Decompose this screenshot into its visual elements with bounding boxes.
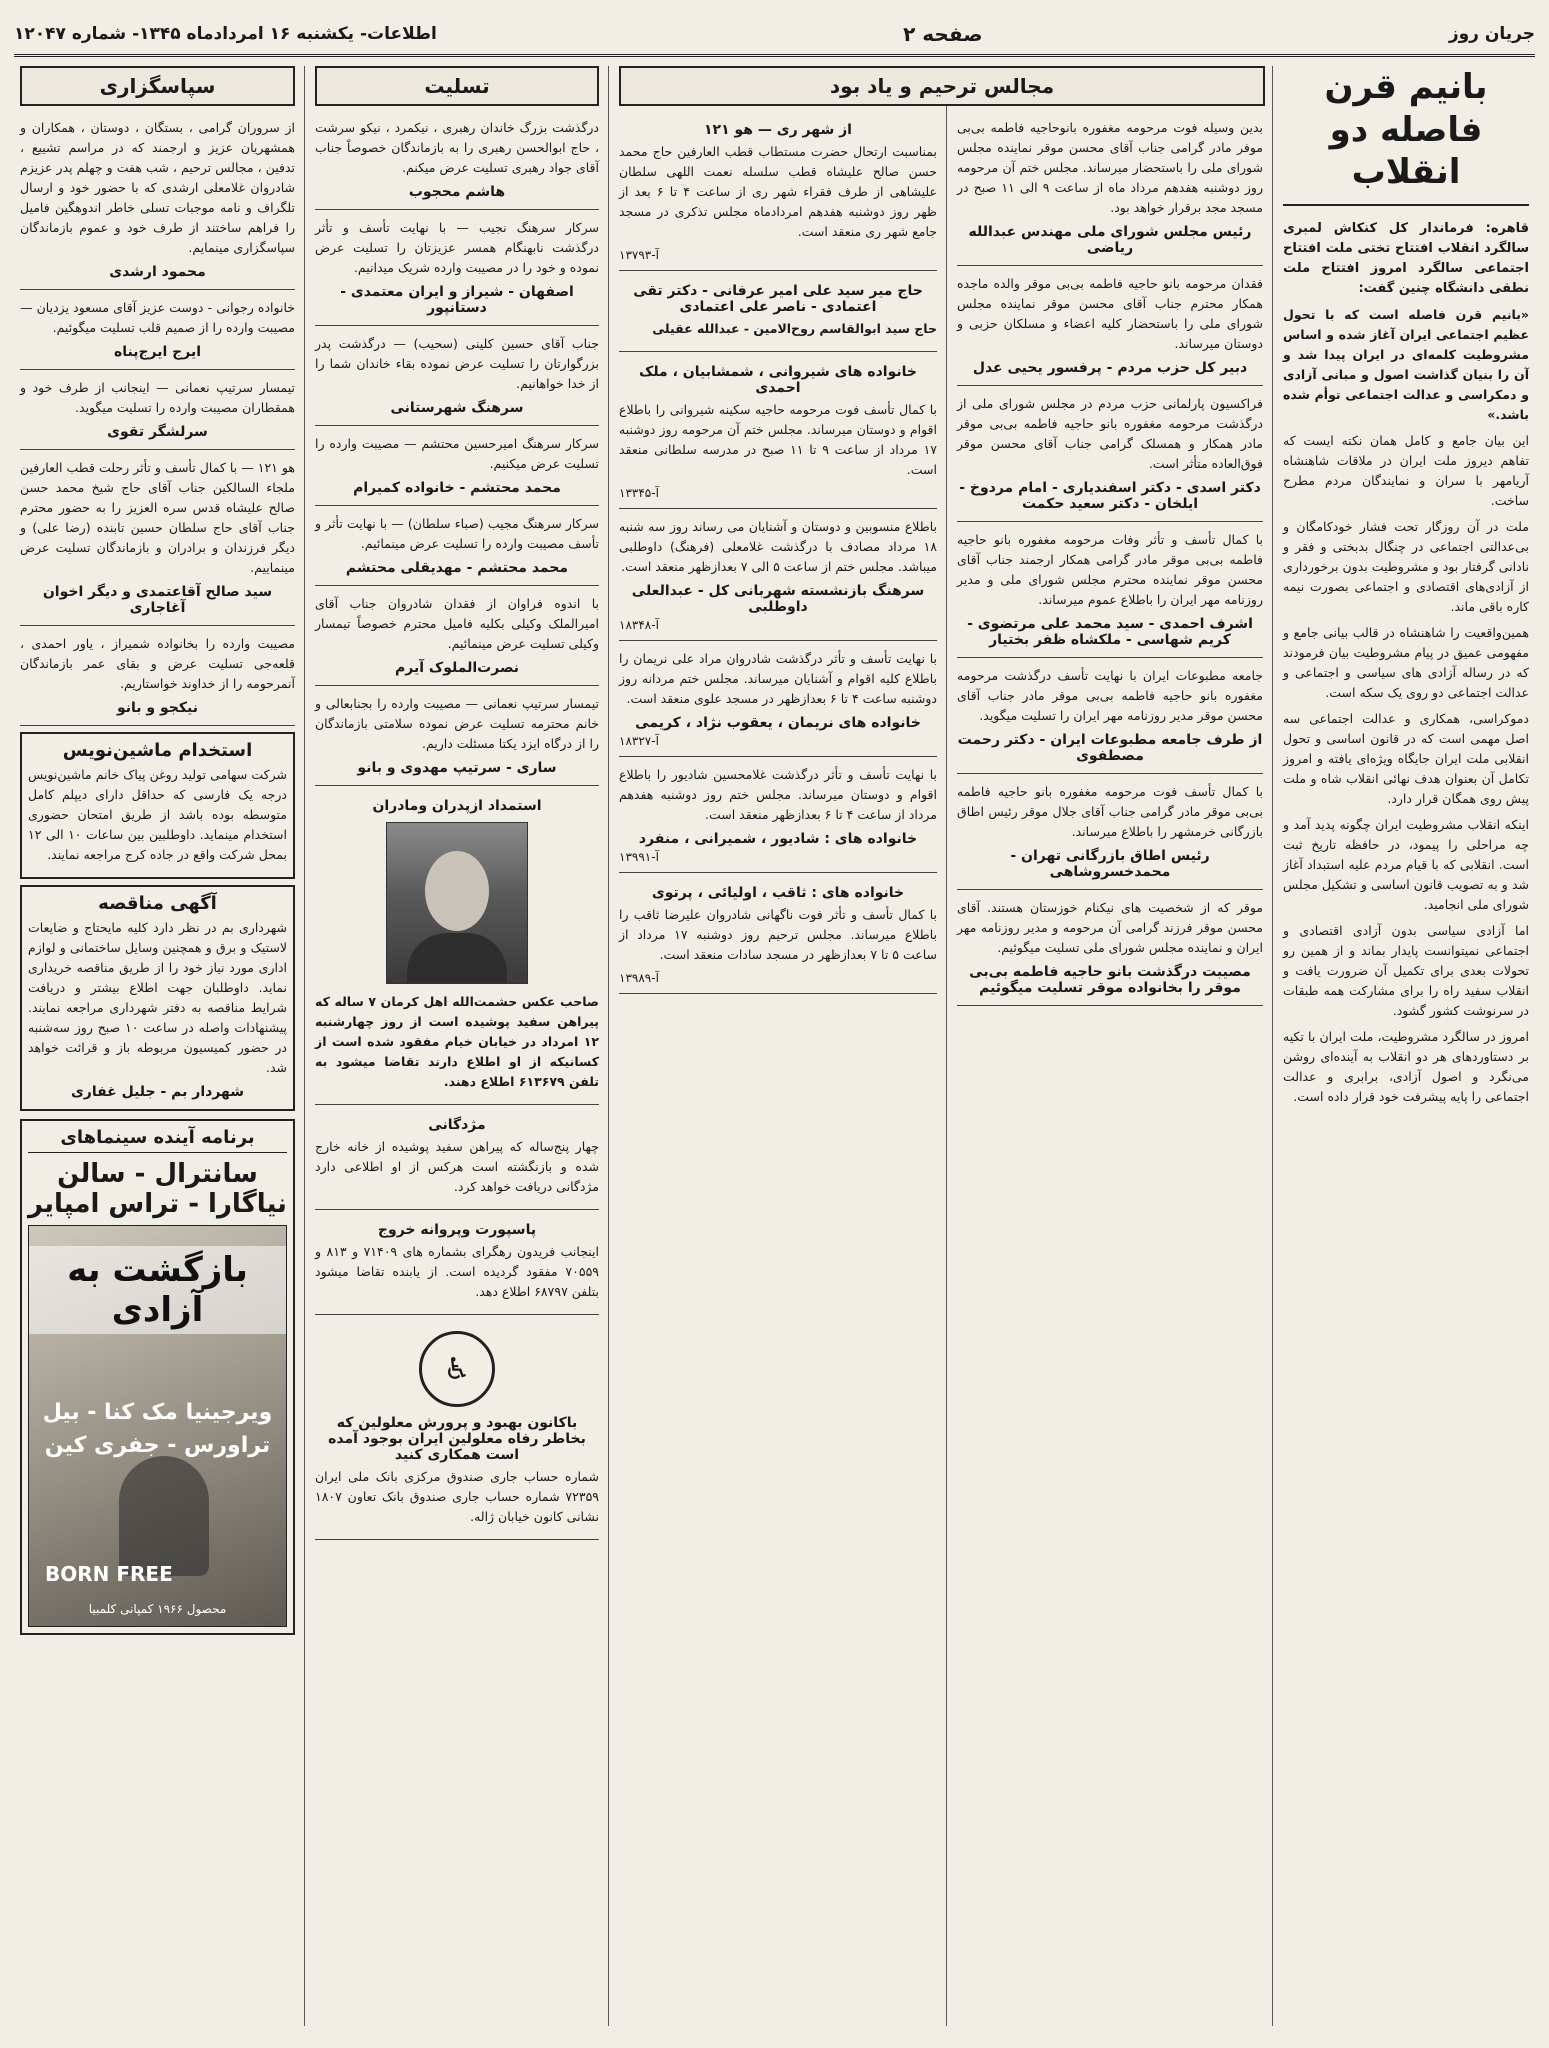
notice-text: سرکار سرهنگ مجیب (صباء سلطان) — با نهایت تأثر و تأسف مصیبت وارده را تسلیت عرض مینمائیم.: [315, 516, 599, 551]
cinema-ad: [20, 1119, 295, 1635]
tender-ad-signature: شهردار بم - جلیل غفاری: [70, 1084, 245, 1100]
thanks-notice: [20, 454, 295, 626]
notice-signature: خانواده های : شادیور ، شمیرانی ، منفرد: [638, 831, 918, 847]
notice-text: بدین وسیله فوت مرحومه مغفوره بانوحاجیه فاطمه بی‌بی موفر مادر گرامی جناب آقای محسن موقر نماینده مجلس شورای ملی را باستحضار میرساند. مجلس ختم آن مرحومه روز دوشنبه هفدهم مرداد ماه از ساعت ۹ الی ۱۱ صبح در مسجد مجد برقرار خواهد بود.: [957, 120, 1263, 215]
notice-text: صاحب عکس حشمت‌الله اهل کرمان ۷ ساله که پیراهن سفید پوشیده است از روز چهارشنبه ۱۲ امرداد در خیابان خیام مفقود شده است از کسانیکه از او اطلاع دارند تقاضا میشود به تلفن ۶۱۳۶۷۹ اطلاع دهند.: [315, 994, 599, 1089]
notice-signature: نصرت‌الملوک آیرم: [395, 660, 519, 676]
notice-signature: سید صالح آقاعتمدی و دیگر اخوان آغاجاری: [42, 584, 273, 616]
notice-text: فراکسیون پارلمانی حزب مردم در مجلس شورای ملی از درگذشت مرحومه مغفوره بانو حاجیه فاطمه بی‌بی موقر مادر همکار و همسلک گرامی جناب آقای محسن موقر فوق‌العاده متأثر است.: [957, 396, 1263, 471]
notice-text: با اندوه فراوان از فقدان شادروان جناب آقای امیرالملک وکیلی بکلیه فامیل محترم خصوصاً تیمسار وکیلی تسلیت عرض مینمائیم.: [315, 596, 599, 651]
condolence-notice: [315, 430, 599, 506]
notice-signature: اشرف احمدی - سید محمد علی مرتضوی - کریم شهاسی - ملکشاه ظفر بختیار: [967, 616, 1253, 648]
mourning-notice: [619, 761, 937, 873]
notice-text: با کمال تأسف فوت مرحومه مغفوره بانو حاجیه فاطمه بی‌بی موقر مادر گرامی جناب آقای جلال موقر رئیس اطاق بازرگانی خرمشهر را باطلاع میرساند.: [957, 784, 1263, 839]
thanks-notice: [20, 630, 295, 726]
notice-text: خانواده رجوانی - دوست عزیز آقای مسعود یزدیان — مصیبت وارده را از صمیم قلب تسلیت میگوئیم.: [20, 300, 295, 335]
condolence-notice: [315, 214, 599, 326]
article-paragraph: «بانیم قرن فاصله است که با تحول عظیم اجتماعی ایران آغاز شده و اساس مشروطیت کلمه‌ای در ایران پیدا شد و آن را بنیان گذاشت اصول و مبانی آزادی و دمکراسی و عدالت اجتماعی توأم شده باشد.»: [1283, 307, 1529, 423]
notice-title: خانواده های شیروانی ، شمشابیان ، ملک احمدی: [639, 364, 917, 396]
notice-signature: محمد محتشم - خانواده کمیرام: [353, 480, 561, 496]
mourning-notice: [957, 526, 1263, 658]
job-ad-title: استخدام ماشین‌نویس: [62, 740, 253, 761]
thanks-notice: [20, 374, 295, 450]
mourning-notice: [957, 778, 1263, 890]
masthead-page-number: صفحه ۲: [903, 22, 983, 46]
article-headline: بانیم قرن فاصله دو انقلاب: [1283, 66, 1529, 206]
mourning-notice: [957, 662, 1263, 774]
notice-text: با نهایت تأسف و تأثر درگذشت غلامحسین شادیور را باطلاع اقوام و دوستان میرساند. مجلس ختم روز دوشنبه هفدهم مرداد از ساعت ۴ تا ۶ بعدازظهر منعقد است.: [619, 767, 937, 822]
mourning-notices-column-a: [951, 66, 1269, 2026]
article-paragraph: این بیان جامع و کامل همان نکته ایست که تفاهم دیروز ملت ایران در ملاقات شاهنشاه آریامهر با سران و نمایندگان مردم مطرح ساخت.: [1283, 433, 1529, 509]
column-divider: [608, 66, 609, 2026]
notice-signature: ساری - سرتیپ مهدوی و بانو: [357, 760, 557, 776]
notice-signature: سرهنگ بازنشسته شهربانی کل - عبدالعلی داوطلبی: [631, 583, 925, 615]
cinema-names: سانترال - سالن نیاگارا - تراس امپایر: [28, 1159, 287, 1219]
cinema-ad-title: برنامه آینده سینماهای: [28, 1127, 287, 1153]
passport-notice: [315, 1214, 599, 1315]
movie-cast: ویرجینیا مک کنا - بیل تراورس - جفری کین: [42, 1400, 273, 1458]
mourning-notices-column-b: [613, 66, 1055, 2026]
mourning-notice: [619, 356, 937, 509]
child-photo: [386, 822, 528, 984]
mourning-notice: [619, 114, 937, 271]
notice-signature: خانواده های نریمان ، یعقوب نژاد ، کریمی: [635, 715, 921, 731]
notice-code: آ-۱۳۹۹۱: [619, 850, 659, 864]
mourning-notice: [619, 513, 937, 641]
notice-text: از سروران گرامی ، بستگان ، دوستان ، همکاران و همشهریان عزیز و ارجمند که در مراسم تشییع ، تدفین ، مجالس ترحیم ، شب هفت و چهلم پدر عزیزم شادروان غلامعلی ارشدی که با حضور خود و ارسال تلگراف و نامه موجبات تسلی خاطر اندوهگین فامیل را فراهم ساختند از طرف خود و عموم بازماندگان سپاسگزاری مینمایم.: [20, 120, 295, 255]
mourning-notice: [957, 270, 1263, 386]
notice-title: پاسپورت وپروانه خروج: [377, 1222, 537, 1238]
notice-code: آ-۱۳۹۸۹: [619, 971, 659, 985]
tender-ad: [20, 885, 295, 1111]
notice-signature: مصیبت درگذشت بانو حاجیه فاطمه بی‌بی موقر را بخانواده موقر تسلیت میگوئیم: [969, 964, 1251, 996]
notice-text: اینجانب فریدون رهگرای بشماره های ۷۱۴۰۹ و ۸۱۳ و ۷۰۵۵۹ مفقود گردیده است. از یابنده تقاضا میشود بتلفن ۶۸۷۹۷ اطلاع دهد.: [315, 1244, 599, 1299]
notice-title: حاج میر سید علی امیر عرفانی - دکتر تقی اعتمادی - ناصر علی اعتمادی: [633, 283, 923, 315]
mourning-notice: [619, 877, 937, 994]
missing-child-notice: [315, 790, 599, 1105]
notice-code: آ-۱۸۳۴۸: [619, 618, 659, 632]
notice-title: خانواده های : ثاقب ، اولیائی ، پرتوی: [651, 885, 905, 901]
notice-signature: رئیس مجلس شورای ملی مهندس عبدالله ریاضی: [968, 224, 1252, 256]
column-divider: [304, 66, 305, 2026]
notice-code: آ-۱۳۷۹۳: [619, 248, 659, 262]
notice-signature: از طرف جامعه مطبوعات ایران - دکتر رحمت مصطفوی: [957, 732, 1263, 764]
masthead-date-issue: اطلاعات- یکشنبه ۱۶ امردادماه ۱۳۴۵- شماره ۱۲۰۴۷: [14, 24, 437, 44]
article-paragraph: ملت در آن روزگار تحت فشار خودکامگان و بی‌عدالتی اجتماعی در چنگال بدبختی و فقر و نادانی گرفتار بود و مشروطیت بدون برخورداری از آزادی‌های اقتصادی و اجتماعی بصورت نیمه کاره باقی ماند.: [1283, 519, 1529, 615]
mourning-notice: [619, 275, 937, 352]
notice-signature: سرهنگ شهرستانی: [390, 400, 524, 416]
tender-ad-text: شهرداری بم در نظر دارد کلیه مایحتاج و ضایعات لاستیک و برق و همچنین وسایل ساختمانی و لوازم اداری مورد نیاز خود را از طریق مناقصه خریداری نماید. داوطلبان جهت اطلاع بیشتر و دریافت شرایط مناقصه به دفتر شهرداری مراجعه نمایند. پیشنهادات واصله در ساعت ۱۰ صبح روز سه‌شنبه در حضور کمیسیون مربوطه باز و قرائت خواهد شد.: [28, 920, 287, 1075]
notice-text: جناب آقای حسین کلینی (سحیب) — درگذشت پدر بزرگوارتان را تسلیت عرض نموده بقاء خاندان شما را از خدا خواهانیم.: [315, 336, 599, 391]
mourning-notice: [957, 114, 1263, 266]
notice-signature: ایرج ایرج‌پناه: [113, 344, 202, 360]
notice-title: باکانون بهبود و پرورش معلولین که بخاطر رفاه معلولین ایران بوجود آمده است همکاری کنید: [328, 1415, 586, 1463]
article-paragraph: همین‌واقعیت را شاهنشاه در قالب بیانی جامع و مفهومی عمیق در پیام مشروطیت بیان فرمودند که در رساله آزادی های سیاسی و اجتماعی و عدالت اجتماعی دو روی یک سکه است.: [1283, 625, 1529, 701]
movie-production: محصول ۱۹۶۶ کمپانی کلمبیا: [88, 1602, 227, 1616]
notice-title: مژدگانی: [428, 1117, 486, 1133]
notice-title: استمداد ازپدران ومادران: [372, 798, 542, 814]
notice-text: با کمال تأسف و تأثر وفات مرحومه مغفوره بانو حاجیه فاطمه بی‌بی موقر مادر گرامی همکار ارجمند جناب آقای محسن موقر نماینده محترم مجلس شورای ملی و مدیر روزنامه مهر ایران را باطلاع عموم میرساند.: [957, 532, 1263, 607]
charity-logo-icon: ♿: [419, 1331, 495, 1407]
condolence-notice: [315, 690, 599, 786]
notice-signature: دبیر کل حزب مردم - پرفسور یحیی عدل: [972, 360, 1248, 376]
mourning-notice: [957, 390, 1263, 522]
thanks-column: [14, 66, 301, 2026]
notice-signature: اصفهان - شیراز و ایران معتمدی - دستانپور: [340, 284, 574, 316]
mourning-section-title: مجالس ترحیم و یاد بود: [619, 66, 1265, 106]
condolence-notice: [315, 590, 599, 686]
thanks-notice: [20, 114, 295, 290]
notice-text: شماره حساب جاری صندوق مرکزی بانک ملی ایران ۷۲۳۵۹ شماره حساب جاری صندوق بانک تعاون ۱۸۰۷ نشانی کانون خیابان ژاله.: [315, 1469, 599, 1524]
thanks-notice: [20, 294, 295, 370]
lion-illustration: [119, 1456, 209, 1576]
notice-signature: دکتر اسدی - دکتر اسفندیاری - امام مردوخ - ایلخان - دکتر سعید حکمت: [959, 480, 1261, 512]
movie-title: بازگشت به آزادی: [29, 1246, 286, 1334]
job-ad-text: شرکت سهامی تولید روغن پیاک خانم ماشین‌نویس درجه یک فارسی که حداقل دارای دیپلم کامل متوسطه بوده باشد از طریق امتحان حضوری استخدام مینماید. داوطلبین بین ساعات ۱۰ الی ۱۲ بمحل شرکت واقع در جاده کرج مراجعه نمایند.: [28, 767, 287, 862]
article-paragraph: اما آزادی سیاسی بدون آزادی اقتصادی و اجتماعی نمیتوانست پایدار بماند و از همین رو تحولات بعدی برای تکمیل آن ضرورت یافت و انقلاب سفید راه را برای مشارکت همه طبقات در سرنوشت کشور گشود.: [1283, 923, 1529, 1019]
charity-notice: [315, 1319, 599, 1540]
notice-text: بمناسبت ارتحال حضرت مستطاب قطب العارفین حاج محمد حسن صالح علیشاه قطب سلسله نعمت اللهی سلطان علیشاهی از طرف فقراء شهر ری از ساعت ۴ تا ۶ بعد از ظهر روز دوشنبه هفدهم امردادماه مجلس تذکری در مسجد جامع شهر ری منعقد است.: [619, 144, 937, 239]
notice-text: با کمال تأسف و تأثر فوت ناگهانی شادروان علیرضا ثاقب را باطلاع میرساند. مجلس ترحیم روز دوشنبه ۱۷ مرداد از ساعت ۵ تا ۷ بعدازظهر در مسجد سادات منعقد است.: [619, 907, 938, 962]
notice-text: تیمسار سرتیپ نعمانی — اینجانب از طرف خود و همقطاران مصیبت وارده را تسلیت میگوید.: [20, 380, 295, 415]
movie-poster: [28, 1225, 287, 1627]
notice-code: آ-۱۳۳۴۵: [619, 486, 659, 500]
newspaper-page: [14, 14, 1535, 2034]
notice-signature: سرلشگر تقوی: [107, 424, 208, 440]
notice-signature: محمود ارشدی: [109, 264, 206, 280]
article-column: [1277, 66, 1535, 2026]
masthead-section: جریان روز: [1448, 24, 1535, 44]
notice-text: درگذشت بزرگ خاندان رهبری ، نیکمرد ، نیکو سرشت ، حاج ابوالحسن رهبری را به بازماندگان خصوصاً جناب آقای جواد رهبری تسلیت عرض میکنم.: [315, 120, 599, 175]
mourning-notice: [957, 894, 1263, 1006]
condolence-notice: [315, 114, 599, 210]
reward-notice: [315, 1109, 599, 1210]
column-divider: [946, 66, 947, 2026]
notice-signature: محمد محتشم - مهدیقلی محتشم: [345, 560, 569, 576]
notice-text: مصیبت وارده را بخانواده شمیراز ، یاور احمدی ، قلعه‌جی تسلیت عرض و بقای عمر بازماندگان آنمرحومه را از خداوند خواستاریم.: [20, 636, 295, 691]
notice-text: حاج سید ابوالقاسم روح‌الامین - عبدالله عقیلی: [652, 321, 937, 336]
condolence-column: [309, 66, 605, 2026]
notice-text: هو ۱۲۱ — با کمال تأسف و تأثر رحلت قطب العارفین ملجاء السالکین جناب آقای حاج شیخ محمد حسن صالح علیشاه قدس سره العزیز را به حضور محترم جناب آقای حاج سلطان حسین تابنده (رضا علی) و دیگر فرزندان و برادران و بازماندگان تسلیت عرض مینماییم.: [20, 460, 295, 575]
notice-text: سرکار سرهنگ نجیب — با نهایت تأسف و تأثر درگذشت نابهنگام همسر عزیزتان را تسلیت عرض نموده و خود را در مصیبت وارده شریک میدانیم.: [315, 220, 599, 275]
notice-signature: نیکجو و بانو: [117, 700, 198, 716]
notice-text: با کمال تأسف فوت مرحومه حاجیه سکینه شیروانی را باطلاع اقوام و دوستان میرساند. مجلس ختم آن مرحومه روز دوشنبه ۱۷ مرداد از ساعت ۹ تا ۱۱ صبح در مدرسه سلطانی منعقد است.: [619, 402, 937, 477]
notice-text: سرکار سرهنگ امیرحسین محتشم — مصیبت وارده را تسلیت عرض میکنیم.: [315, 436, 599, 471]
article-paragraph: اینکه انقلاب مشروطیت ایران چگونه پدید آمد و چه مراحلی را پیمود، در حافظه تاریخ ثبت است. انقلابی که با قیام مردم علیه استبداد آغاز شد و به تصویب قانون اساسی و تشکیل مجلس شورای ملی انجامید.: [1283, 817, 1529, 913]
notice-text: تیمسار سرتیپ نعمانی — مصیبت وارده را بجنابعالی و خانم محترمه تسلیت عرض نموده سلامتی بازماندگان را از درگاه ایزد یکتا مسئلت داریم.: [315, 696, 599, 751]
notice-text: فقدان مرحومه بانو حاجیه فاطمه بی‌بی موقر والده ماجده همکار محترم جناب آقای محسن موقر نماینده مجلس شورای ملی را باستحضار کلیه اعضاء و مسلکان حزبی و دوستان میرساند.: [957, 276, 1263, 351]
movie-english-title: BORN FREE: [45, 1562, 173, 1586]
notice-code: آ-۱۸۳۲۷: [619, 734, 659, 748]
notice-text: موقر که از شخصیت های نیکنام خوزستان هستند. آقای محسن موقر فرزند گرامی آن مرحومه و مدیر روزنامه مهر ایران و نماینده مجلس شورای ملی تسلیت میگوئیم.: [957, 900, 1263, 955]
notice-title: از شهر ری — هو ۱۲۱: [704, 122, 852, 138]
notice-text: با نهایت تأسف و تأثر درگذشت شادروان مراد علی نریمان را باطلاع کلیه اقوام و آشنایان میرساند. مجلس ختم مردانه روز دوشنبه ساعت ۴ تا ۶ بعدازظهر در مسجد علوی منعقد است.: [619, 651, 937, 706]
column-divider: [1272, 66, 1273, 2026]
thanks-section-title: سپاسگزاری: [20, 66, 295, 106]
condolence-notice: [315, 510, 599, 586]
notice-signature: رئیس اطاق بازرگانی تهران - محمدخسروشاهی: [1010, 848, 1210, 880]
condolence-notice: [315, 330, 599, 426]
job-ad: [20, 732, 295, 879]
notice-text: چهار پنج‌ساله که پیراهن سفید پوشیده از خانه خارج شده و بازنگشته است هرکس از او اطلاعی دارد مژدگانی دریافت خواهد کرد.: [315, 1139, 599, 1194]
notice-text: جامعه مطبوعات ایران با نهایت تأسف درگذشت مرحومه مغفوره بانو حاجیه فاطمه بی‌بی موقر مادر جناب آقای محسن موقر مدیر روزنامه مهر ایران را تسلیت میگوید.: [957, 668, 1263, 723]
tender-ad-title: آگهی مناقصه: [98, 893, 217, 914]
mourning-notice: [619, 645, 937, 757]
article-paragraph: دموکراسی، همکاری و عدالت اجتماعی سه اصل مهمی است که در قانون اساسی و تحول انقلابی ملت ایران جایگاه ویژه‌ای یافته و امروز تکامل آن بعنوان هدف نهائی انقلاب شاه و ملت پیش روی همگان قرار دارد.: [1283, 711, 1529, 807]
article-paragraph: امروز در سالگرد مشروطیت، ملت ایران با تکیه بر دستاوردهای هر دو انقلاب به آینده‌ای روشن می‌نگرد و اصول آزادی، برابری و عدالت اجتماعی را پایه پیشرفت خود قرار داده است.: [1283, 1029, 1529, 1105]
condolence-section-title: تسلیت: [315, 66, 599, 106]
notice-text: باطلاع منسوبین و دوستان و آشنایان می رساند روز سه شنبه ۱۸ مرداد مصادف با درگذشت غلامعلی (فرهنگ) داوطلبی میباشد. مجلس ختم از ساعت ۵ الی ۷ بعدازظهر منعقد است.: [619, 519, 937, 574]
masthead: [14, 14, 1535, 57]
article-intro: قاهره: فرماندار کل کنکاش لمبری سالگرد انقلاب افتتاح تختی ملت افتتاح اجتماعی سالگرد امروز افتتاح ملت نطقی دانشگاه چنین گفت:: [1283, 220, 1529, 296]
notice-signature: هاشم محجوب: [408, 184, 506, 200]
